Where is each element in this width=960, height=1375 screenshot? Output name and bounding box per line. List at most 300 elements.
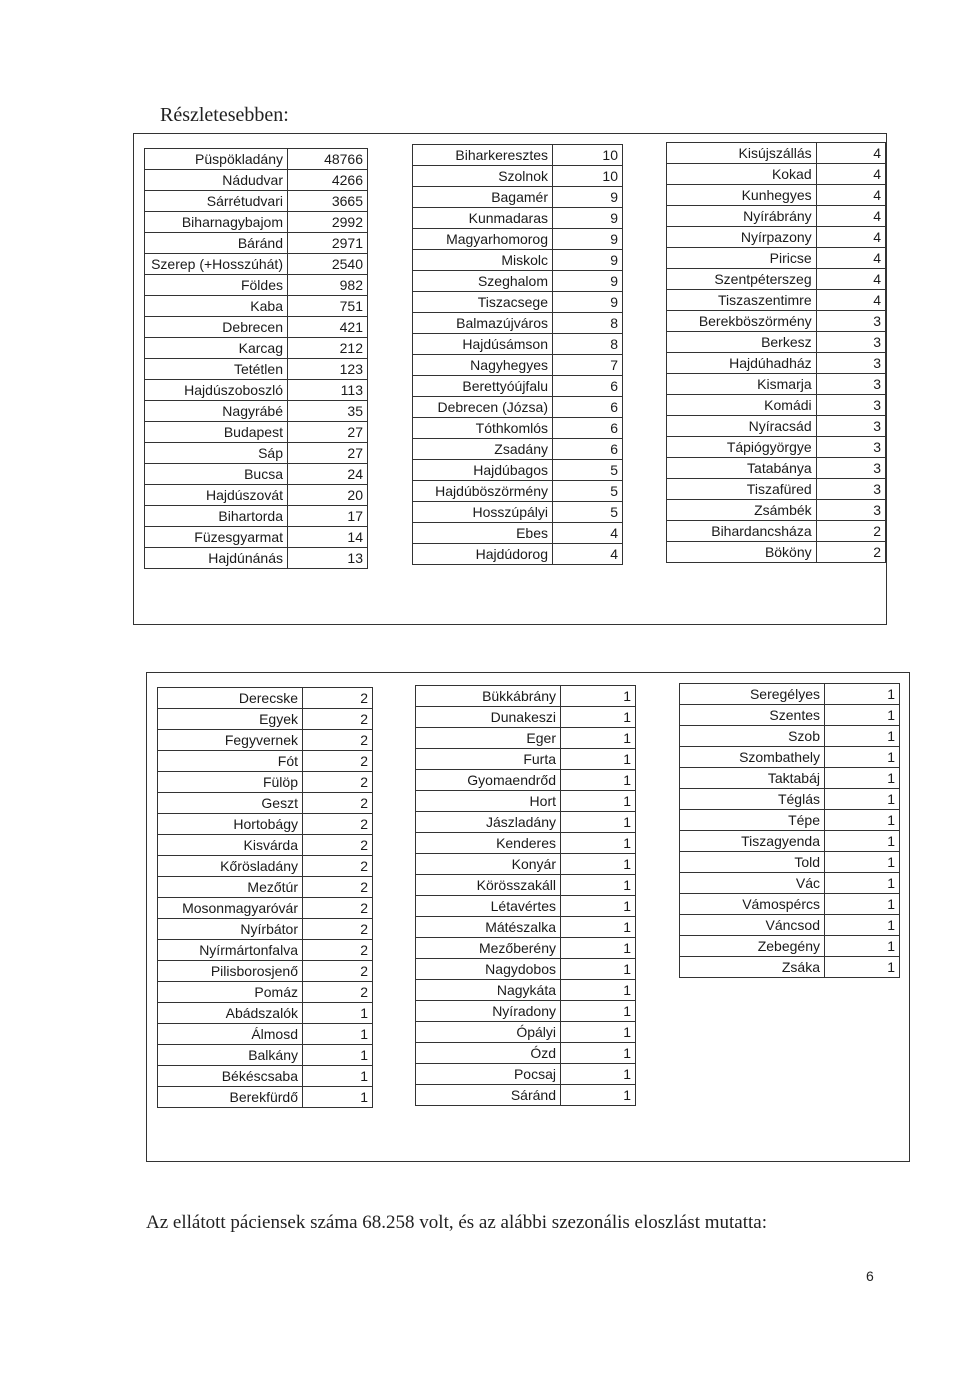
patient-count: 1 xyxy=(561,980,636,1001)
table-row xyxy=(145,254,368,275)
settlement-name: Hajdúnánás xyxy=(145,548,288,569)
patient-count: 4 xyxy=(553,523,623,544)
table-row xyxy=(158,793,373,814)
settlement-name: Jászladány xyxy=(416,812,561,833)
settlement-name: Magyarhomorog xyxy=(413,229,553,250)
patient-count: 2 xyxy=(816,542,885,563)
table-row xyxy=(413,523,623,544)
patient-count: 1 xyxy=(561,917,636,938)
patient-count: 1 xyxy=(561,1001,636,1022)
settlement-name: Váncsod xyxy=(680,915,825,936)
table-row xyxy=(145,359,368,380)
table-row xyxy=(416,770,636,791)
table-row xyxy=(667,143,886,164)
table-row xyxy=(158,688,373,709)
table-row xyxy=(158,814,373,835)
patient-count: 1 xyxy=(561,959,636,980)
table-row xyxy=(158,1003,373,1024)
table-row xyxy=(158,898,373,919)
patient-count: 27 xyxy=(288,443,368,464)
table-row xyxy=(413,166,623,187)
settlement-name: Kokad xyxy=(667,164,817,185)
patient-count: 8 xyxy=(553,313,623,334)
settlement-name: Bihartorda xyxy=(145,506,288,527)
settlement-name: Nyíradony xyxy=(416,1001,561,1022)
settlement-name: Tatabánya xyxy=(667,458,817,479)
patient-count: 3665 xyxy=(288,191,368,212)
patient-count: 2 xyxy=(303,877,373,898)
table-row xyxy=(145,548,368,569)
table-row xyxy=(158,961,373,982)
patient-count: 1 xyxy=(825,747,900,768)
patient-count: 4 xyxy=(816,269,885,290)
table-row xyxy=(413,208,623,229)
patient-count: 9 xyxy=(553,208,623,229)
settlement-name: Vác xyxy=(680,873,825,894)
table-row xyxy=(416,875,636,896)
table-row xyxy=(145,380,368,401)
settlement-name: Seregélyes xyxy=(680,684,825,705)
settlement-name: Geszt xyxy=(158,793,303,814)
table-row xyxy=(667,227,886,248)
settlement-name: Fót xyxy=(158,751,303,772)
settlement-name: Pocsaj xyxy=(416,1064,561,1085)
table-row xyxy=(145,149,368,170)
table-row xyxy=(667,164,886,185)
patient-count: 2 xyxy=(303,772,373,793)
patient-count: 3 xyxy=(816,479,885,500)
settlement-name: Téglás xyxy=(680,789,825,810)
patient-count: 6 xyxy=(553,397,623,418)
table-row xyxy=(416,833,636,854)
table-row xyxy=(416,1085,636,1106)
table-row xyxy=(667,416,886,437)
patient-count: 4 xyxy=(816,143,885,164)
table-row xyxy=(416,896,636,917)
table-row xyxy=(413,376,623,397)
settlement-name: Békéscsaba xyxy=(158,1066,303,1087)
settlement-name: Berettyóújfalu xyxy=(413,376,553,397)
patient-count: 1 xyxy=(825,810,900,831)
patient-count: 2 xyxy=(303,835,373,856)
table-row xyxy=(145,338,368,359)
settlement-name: Kismarja xyxy=(667,374,817,395)
settlement-name: Debrecen xyxy=(145,317,288,338)
patient-count: 9 xyxy=(553,229,623,250)
table-row xyxy=(413,229,623,250)
table-row xyxy=(413,250,623,271)
top-table-2 xyxy=(412,144,623,565)
settlement-name: Sáránd xyxy=(416,1085,561,1106)
table-row xyxy=(680,726,900,747)
settlement-name: Mezőberény xyxy=(416,938,561,959)
patient-count: 4 xyxy=(816,290,885,311)
table-row xyxy=(416,959,636,980)
patient-count: 1 xyxy=(561,1085,636,1106)
settlement-name: Dunakeszi xyxy=(416,707,561,728)
patient-count: 1 xyxy=(561,791,636,812)
settlement-name: Szeghalom xyxy=(413,271,553,292)
patient-count: 421 xyxy=(288,317,368,338)
settlement-name: Miskolc xyxy=(413,250,553,271)
table-row xyxy=(158,1087,373,1108)
patient-count: 6 xyxy=(553,439,623,460)
settlement-name: Derecske xyxy=(158,688,303,709)
settlement-name: Nyírábrány xyxy=(667,206,817,227)
settlement-name: Báránd xyxy=(145,233,288,254)
patient-count: 3 xyxy=(816,437,885,458)
table-row xyxy=(145,170,368,191)
settlement-name: Zsámbék xyxy=(667,500,817,521)
patient-count: 3 xyxy=(816,374,885,395)
settlement-name: Nagyhegyes xyxy=(413,355,553,376)
table-row xyxy=(667,185,886,206)
settlement-name: Püspökladány xyxy=(145,149,288,170)
settlement-name: Nagydobos xyxy=(416,959,561,980)
settlement-name: Furta xyxy=(416,749,561,770)
table-row xyxy=(667,521,886,542)
settlement-name: Kenderes xyxy=(416,833,561,854)
table-row xyxy=(413,313,623,334)
patient-count: 1 xyxy=(303,1087,373,1108)
patient-count: 2 xyxy=(303,856,373,877)
settlement-name: Füzesgyarmat xyxy=(145,527,288,548)
patient-count: 10 xyxy=(553,145,623,166)
patient-count: 1 xyxy=(561,833,636,854)
settlement-name: Vámospércs xyxy=(680,894,825,915)
table-row xyxy=(158,730,373,751)
settlement-name: Piricse xyxy=(667,248,817,269)
patient-count: 1 xyxy=(561,812,636,833)
table-row xyxy=(680,831,900,852)
table-row xyxy=(158,940,373,961)
patient-count: 14 xyxy=(288,527,368,548)
table-row xyxy=(680,915,900,936)
table-row xyxy=(680,789,900,810)
patient-count: 2540 xyxy=(288,254,368,275)
table-row xyxy=(145,485,368,506)
settlement-name: Hajdúbagos xyxy=(413,460,553,481)
table-row xyxy=(667,374,886,395)
table-row xyxy=(680,873,900,894)
settlement-name: Kisújszállás xyxy=(667,143,817,164)
settlement-name: Biharkeresztes xyxy=(413,145,553,166)
table-row xyxy=(667,290,886,311)
patient-count: 9 xyxy=(553,271,623,292)
patient-count: 4266 xyxy=(288,170,368,191)
table-row xyxy=(667,353,886,374)
patient-count: 1 xyxy=(561,1064,636,1085)
patient-count: 3 xyxy=(816,500,885,521)
table-row xyxy=(413,334,623,355)
patient-count: 1 xyxy=(303,1045,373,1066)
settlement-name: Kőrösladány xyxy=(158,856,303,877)
table-row xyxy=(158,751,373,772)
settlement-name: Ózd xyxy=(416,1043,561,1064)
table-row xyxy=(413,418,623,439)
table-row xyxy=(680,684,900,705)
settlement-name: Mosonmagyaróvár xyxy=(158,898,303,919)
table-row xyxy=(667,395,886,416)
settlement-name: Hajdúböszörmény xyxy=(413,481,553,502)
table-row xyxy=(667,206,886,227)
settlement-name: Zebegény xyxy=(680,936,825,957)
patient-count: 4 xyxy=(816,248,885,269)
settlement-name: Hortobágy xyxy=(158,814,303,835)
settlement-name: Szentes xyxy=(680,705,825,726)
settlement-name: Bököny xyxy=(667,542,817,563)
patient-count: 3 xyxy=(816,332,885,353)
table-row xyxy=(680,768,900,789)
patient-count: 5 xyxy=(553,481,623,502)
patient-count: 1 xyxy=(825,789,900,810)
table-row xyxy=(416,938,636,959)
settlement-name: Balkány xyxy=(158,1045,303,1066)
table-row xyxy=(680,957,900,978)
table-row xyxy=(158,709,373,730)
settlement-name: Pilisborosjenő xyxy=(158,961,303,982)
settlement-name: Mátészalka xyxy=(416,917,561,938)
patient-count: 4 xyxy=(816,185,885,206)
settlement-name: Nagykáta xyxy=(416,980,561,1001)
table-row xyxy=(158,1024,373,1045)
settlement-name: Gyomaendrőd xyxy=(416,770,561,791)
patient-count: 1 xyxy=(825,852,900,873)
table-row xyxy=(680,894,900,915)
settlement-name: Álmosd xyxy=(158,1024,303,1045)
settlement-name: Ópályi xyxy=(416,1022,561,1043)
patient-count: 123 xyxy=(288,359,368,380)
table-row xyxy=(667,248,886,269)
patient-count: 1 xyxy=(303,1024,373,1045)
settlement-name: Hort xyxy=(416,791,561,812)
settlement-name: Szentpéterszeg xyxy=(667,269,817,290)
table-row xyxy=(416,1001,636,1022)
table-row xyxy=(145,443,368,464)
settlement-name: Sáp xyxy=(145,443,288,464)
settlement-name: Tépe xyxy=(680,810,825,831)
table-row xyxy=(680,936,900,957)
table-row xyxy=(680,747,900,768)
patient-count: 1 xyxy=(561,728,636,749)
settlement-name: Hajdúszoboszló xyxy=(145,380,288,401)
settlement-name: Szolnok xyxy=(413,166,553,187)
patient-count: 1 xyxy=(561,938,636,959)
settlement-name: Berkesz xyxy=(667,332,817,353)
table-row xyxy=(413,355,623,376)
patient-count: 9 xyxy=(553,250,623,271)
table-row xyxy=(416,791,636,812)
settlement-name: Létavértes xyxy=(416,896,561,917)
patient-count: 9 xyxy=(553,187,623,208)
patient-count: 113 xyxy=(288,380,368,401)
patient-count: 4 xyxy=(816,164,885,185)
table-row xyxy=(158,982,373,1003)
table-row xyxy=(416,812,636,833)
patient-count: 1 xyxy=(825,873,900,894)
settlement-name: Szerep (+Hosszúhát) xyxy=(145,254,288,275)
table-row xyxy=(413,460,623,481)
patient-count: 20 xyxy=(288,485,368,506)
patient-count: 7 xyxy=(553,355,623,376)
patient-count: 3 xyxy=(816,311,885,332)
patient-count: 2 xyxy=(303,982,373,1003)
settlement-name: Tóthkomlós xyxy=(413,418,553,439)
patient-count: 2992 xyxy=(288,212,368,233)
patient-count: 2 xyxy=(303,709,373,730)
top-table-group xyxy=(133,133,887,625)
patient-count: 13 xyxy=(288,548,368,569)
patient-count: 6 xyxy=(553,376,623,397)
table-row xyxy=(413,481,623,502)
table-row xyxy=(413,145,623,166)
patient-count: 3 xyxy=(816,395,885,416)
bottom-table-1 xyxy=(157,687,373,1108)
patient-count: 17 xyxy=(288,506,368,527)
settlement-name: Nyíracsád xyxy=(667,416,817,437)
table-row xyxy=(667,479,886,500)
table-row xyxy=(413,544,623,565)
patient-count: 8 xyxy=(553,334,623,355)
patient-count: 2 xyxy=(303,688,373,709)
settlement-name: Komádi xyxy=(667,395,817,416)
table-row xyxy=(413,292,623,313)
settlement-name: Told xyxy=(680,852,825,873)
patient-count: 48766 xyxy=(288,149,368,170)
table-row xyxy=(145,527,368,548)
table-row xyxy=(158,877,373,898)
summary-caption: Az ellátott páciensek száma 68.258 volt, és az alábbi szezonális eloszlást mutatta: xyxy=(146,1212,767,1233)
settlement-name: Körösszakáll xyxy=(416,875,561,896)
patient-count: 1 xyxy=(561,854,636,875)
table-row xyxy=(667,458,886,479)
settlement-name: Tiszaszentimre xyxy=(667,290,817,311)
patient-count: 1 xyxy=(561,1022,636,1043)
table-row xyxy=(416,854,636,875)
settlement-name: Hajdúhadház xyxy=(667,353,817,374)
settlement-name: Budapest xyxy=(145,422,288,443)
patient-count: 2 xyxy=(303,730,373,751)
patient-count: 1 xyxy=(561,1043,636,1064)
table-row xyxy=(145,212,368,233)
patient-count: 1 xyxy=(825,831,900,852)
settlement-name: Tiszafüred xyxy=(667,479,817,500)
patient-count: 1 xyxy=(825,705,900,726)
patient-count: 212 xyxy=(288,338,368,359)
table-row xyxy=(413,271,623,292)
table-row xyxy=(158,919,373,940)
table-row xyxy=(145,422,368,443)
table-row xyxy=(145,275,368,296)
patient-count: 1 xyxy=(561,686,636,707)
patient-count: 5 xyxy=(553,502,623,523)
table-row xyxy=(416,749,636,770)
patient-count: 751 xyxy=(288,296,368,317)
patient-count: 6 xyxy=(553,418,623,439)
patient-count: 2 xyxy=(303,919,373,940)
bottom-table-group xyxy=(146,672,910,1162)
table-row xyxy=(158,1066,373,1087)
patient-count: 2 xyxy=(303,940,373,961)
settlement-name: Abádszalók xyxy=(158,1003,303,1024)
table-row xyxy=(416,686,636,707)
table-row xyxy=(145,296,368,317)
table-row xyxy=(158,772,373,793)
settlement-name: Tetétlen xyxy=(145,359,288,380)
settlement-name: Karcag xyxy=(145,338,288,359)
table-row xyxy=(158,856,373,877)
patient-count: 1 xyxy=(303,1066,373,1087)
settlement-name: Berekfürdő xyxy=(158,1087,303,1108)
table-row xyxy=(158,1045,373,1066)
top-table-1 xyxy=(144,148,368,569)
section-heading: Részletesebben: xyxy=(160,104,289,126)
settlement-name: Ebes xyxy=(413,523,553,544)
table-row xyxy=(667,500,886,521)
settlement-name: Hajdúszovát xyxy=(145,485,288,506)
patient-count: 982 xyxy=(288,275,368,296)
settlement-name: Egyek xyxy=(158,709,303,730)
settlement-name: Biharnagybajom xyxy=(145,212,288,233)
patient-count: 35 xyxy=(288,401,368,422)
table-row xyxy=(413,187,623,208)
settlement-name: Sárrétudvari xyxy=(145,191,288,212)
table-row xyxy=(158,835,373,856)
patient-count: 4 xyxy=(816,227,885,248)
table-row xyxy=(416,707,636,728)
table-row xyxy=(413,502,623,523)
patient-count: 3 xyxy=(816,416,885,437)
patient-count: 4 xyxy=(553,544,623,565)
settlement-name: Fegyvernek xyxy=(158,730,303,751)
patient-count: 24 xyxy=(288,464,368,485)
table-row xyxy=(145,506,368,527)
patient-count: 1 xyxy=(561,896,636,917)
settlement-name: Pomáz xyxy=(158,982,303,1003)
settlement-name: Nyírmártonfalva xyxy=(158,940,303,961)
settlement-name: Szob xyxy=(680,726,825,747)
patient-count: 1 xyxy=(561,770,636,791)
settlement-name: Kisvárda xyxy=(158,835,303,856)
table-row xyxy=(413,439,623,460)
table-row xyxy=(680,852,900,873)
patient-count: 1 xyxy=(561,707,636,728)
table-row xyxy=(145,464,368,485)
settlement-name: Nyírpazony xyxy=(667,227,817,248)
patient-count: 3 xyxy=(816,458,885,479)
settlement-name: Zsáka xyxy=(680,957,825,978)
settlement-name: Bucsa xyxy=(145,464,288,485)
settlement-name: Kunmadaras xyxy=(413,208,553,229)
patient-count: 1 xyxy=(825,768,900,789)
settlement-name: Bihardancsháza xyxy=(667,521,817,542)
table-row xyxy=(667,332,886,353)
patient-count: 9 xyxy=(553,292,623,313)
table-row xyxy=(416,728,636,749)
settlement-name: Berekböszörmény xyxy=(667,311,817,332)
settlement-name: Debrecen (Józsa) xyxy=(413,397,553,418)
table-row xyxy=(416,980,636,1001)
patient-count: 3 xyxy=(816,353,885,374)
settlement-name: Bagamér xyxy=(413,187,553,208)
patient-count: 1 xyxy=(825,915,900,936)
settlement-name: Bükkábrány xyxy=(416,686,561,707)
page-number: 6 xyxy=(866,1268,874,1284)
patient-count: 1 xyxy=(303,1003,373,1024)
settlement-name: Nyírbátor xyxy=(158,919,303,940)
patient-count: 27 xyxy=(288,422,368,443)
table-row xyxy=(145,191,368,212)
